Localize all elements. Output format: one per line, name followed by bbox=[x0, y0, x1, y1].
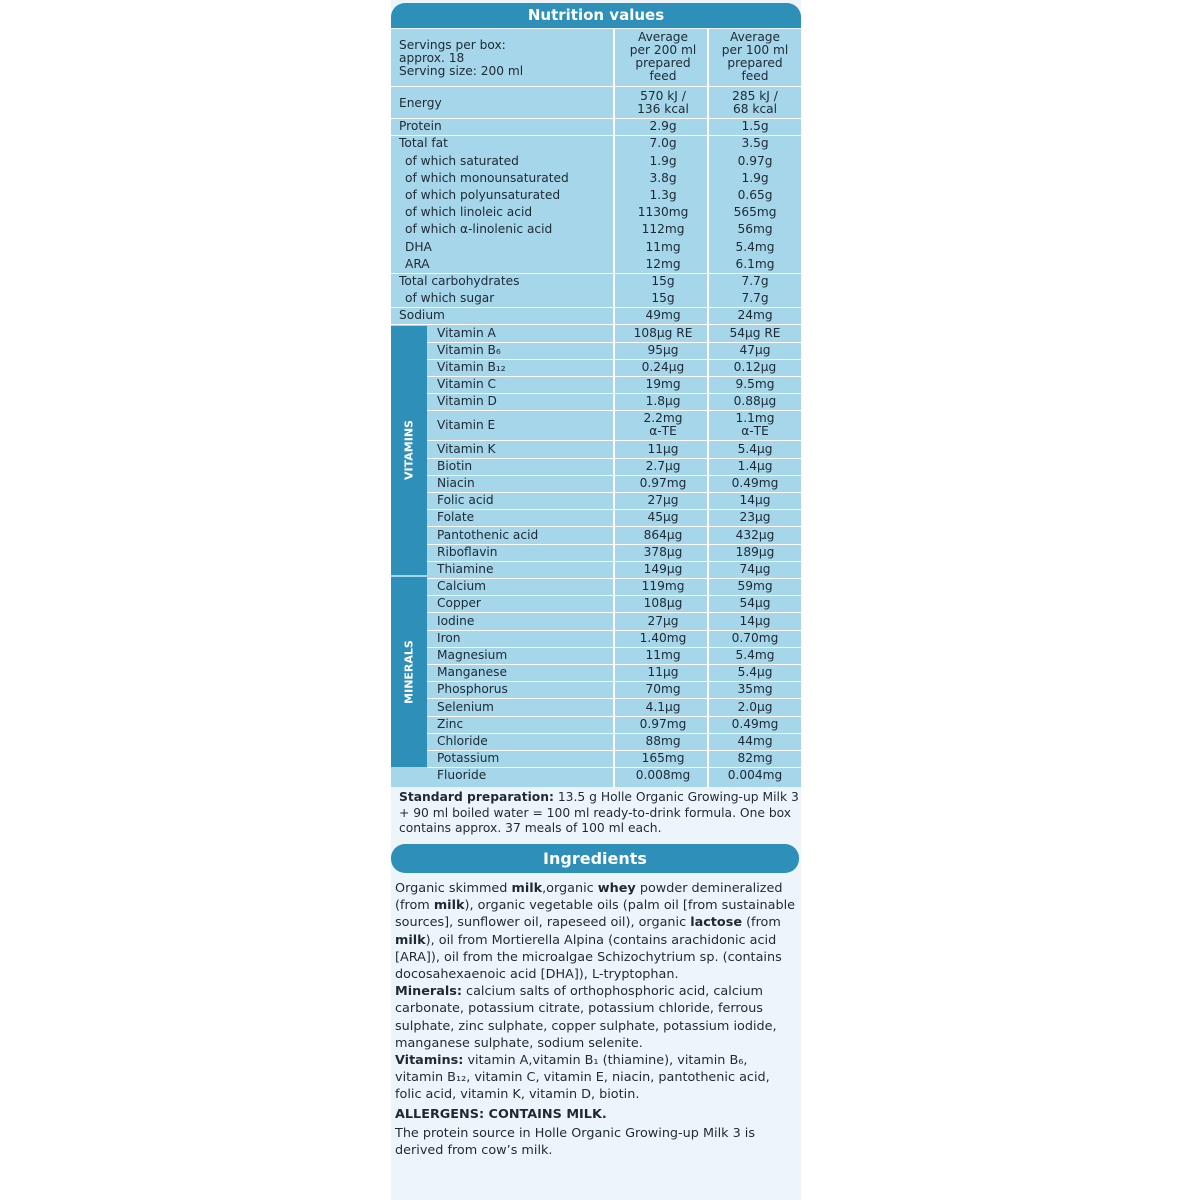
nutrient-label: Fluoride bbox=[437, 768, 487, 783]
nutrient-value-per-200ml bbox=[613, 511, 713, 524]
nutrient-value-per-200ml bbox=[613, 529, 713, 542]
ingredients-text bbox=[395, 880, 799, 1159]
value-line: α-TE bbox=[649, 424, 677, 439]
nutrient-label: Riboflavin bbox=[437, 544, 498, 559]
ingredient-text: ,organic bbox=[542, 881, 598, 896]
value-line: 5.4mg bbox=[735, 239, 775, 254]
nutrient-value-per-100ml bbox=[709, 769, 801, 782]
value-line: 82mg bbox=[737, 751, 773, 766]
value-line: 59mg bbox=[737, 579, 773, 594]
nutrient-value-per-200ml bbox=[613, 327, 713, 340]
ingredient-text: Organic skimmed bbox=[395, 881, 512, 896]
value-line: 19mg bbox=[645, 377, 681, 392]
nutrient-value-per-200ml bbox=[613, 241, 713, 254]
value-line: 864μg bbox=[643, 527, 683, 542]
nutrient-value-per-100ml bbox=[709, 309, 801, 322]
nutrient-value-per-100ml bbox=[709, 718, 801, 731]
value-line: 7.7g bbox=[741, 273, 769, 288]
nutrient-label: Phosphorus bbox=[437, 682, 508, 697]
col-header-line: per 200 ml bbox=[629, 43, 697, 57]
minerals-side-label: MINERALS bbox=[402, 640, 416, 704]
nutrition-header: Nutrition values bbox=[391, 3, 801, 28]
minerals-heading: Minerals: bbox=[395, 984, 462, 1000]
nutrient-label: of which polyunsaturated bbox=[405, 187, 561, 202]
value-line: 1.4μg bbox=[737, 458, 773, 473]
value-line: 11μg bbox=[647, 441, 679, 456]
nutrient-value-per-200ml bbox=[613, 649, 713, 662]
nutrient-label: Vitamin C bbox=[437, 377, 497, 392]
ingredient-highlight: milk bbox=[433, 898, 465, 914]
nutrient-value-per-200ml bbox=[613, 90, 713, 116]
nutrient-value-per-100ml bbox=[709, 223, 801, 236]
nutrient-label: Protein bbox=[399, 119, 442, 134]
row-divider bbox=[391, 135, 801, 136]
value-line: 285 kJ / bbox=[732, 89, 778, 103]
value-line: 70mg bbox=[645, 682, 681, 697]
nutrient-value-per-200ml bbox=[613, 223, 713, 236]
value-line: 6.1mg bbox=[735, 256, 775, 271]
nutrient-label: Thiamine bbox=[437, 561, 494, 576]
value-line: 432μg bbox=[735, 527, 775, 542]
nutrient-value-per-200ml bbox=[613, 172, 713, 185]
value-line: 0.65g bbox=[737, 187, 773, 202]
nutrient-label: Calcium bbox=[437, 579, 487, 594]
nutrient-value-per-100ml bbox=[709, 529, 801, 542]
nutrient-label: of which monounsaturated bbox=[405, 170, 569, 185]
value-line: 56mg bbox=[737, 222, 773, 237]
nutrient-label: Energy bbox=[399, 95, 442, 110]
ingredient-highlight: milk bbox=[511, 881, 543, 896]
nutrient-value-per-200ml bbox=[613, 546, 713, 559]
value-line: 0.24μg bbox=[641, 359, 685, 374]
nutrient-value-per-100ml bbox=[709, 395, 801, 408]
value-line: 1.9g bbox=[649, 153, 677, 168]
value-line: 1130mg bbox=[637, 205, 689, 220]
product-label bbox=[391, 0, 801, 1200]
nutrient-label: Vitamin K bbox=[437, 441, 496, 456]
allergens-text: ALLERGENS: CONTAINS MILK. bbox=[395, 1106, 607, 1122]
value-line: 9.5mg bbox=[735, 377, 775, 392]
nutrient-value-per-200ml bbox=[613, 275, 713, 288]
col-header-line: Average bbox=[729, 30, 781, 44]
nutrient-label: Folic acid bbox=[437, 493, 494, 508]
nutrient-value-per-100ml bbox=[709, 511, 801, 524]
nutrient-value-per-100ml bbox=[709, 752, 801, 765]
nutrient-label: Selenium bbox=[437, 699, 494, 714]
value-line: 27μg bbox=[647, 493, 679, 508]
nutrient-value-per-100ml bbox=[709, 443, 801, 456]
value-line: 136 kcal bbox=[637, 102, 689, 116]
nutrient-label: of which sugar bbox=[405, 291, 495, 306]
value-line: 47μg bbox=[739, 342, 771, 357]
value-line: 112mg bbox=[641, 222, 685, 237]
nutrient-value-per-100ml bbox=[709, 632, 801, 645]
vitamins-list: vitamin A,vitamin B₁ (thiamine), vitamin B₆, vitamin B₁₂, vitamin C, vitamin E, niacin, pantothenic acid, folic acid, vitamin K, vitamin D, biotin. bbox=[395, 1053, 770, 1103]
ingredient-text: ), organic vegetable oils (palm oil [from sustainable sources], sunflower oil, rapeseed oil), organic bbox=[395, 898, 796, 931]
serving-size: Serving size: 200 ml bbox=[399, 64, 524, 78]
nutrient-value-per-200ml bbox=[613, 752, 713, 765]
value-line: 11mg bbox=[645, 239, 681, 254]
value-line: α-TE bbox=[741, 424, 769, 439]
value-line: 2.7μg bbox=[645, 458, 681, 473]
nutrient-label: Copper bbox=[437, 596, 481, 611]
nutrient-value-per-200ml bbox=[613, 378, 713, 391]
nutrient-value-per-100ml bbox=[709, 615, 801, 628]
value-line: 3.5g bbox=[741, 136, 769, 151]
nutrient-value-per-200ml bbox=[613, 769, 713, 782]
nutrient-value-per-100ml bbox=[709, 494, 801, 507]
col-header-line: per 100 ml bbox=[721, 43, 789, 57]
nutrient-label: Vitamin B₁₂ bbox=[437, 359, 506, 374]
nutrient-value-per-100ml bbox=[709, 344, 801, 357]
value-line: 15g bbox=[651, 291, 675, 306]
value-line: 95μg bbox=[647, 342, 679, 357]
nutrient-value-per-100ml bbox=[709, 701, 801, 714]
nutrient-value-per-200ml bbox=[613, 137, 713, 150]
nutrient-label: DHA bbox=[405, 239, 432, 254]
nutrient-value-per-100ml bbox=[709, 378, 801, 391]
value-line: 0.004mg bbox=[727, 768, 783, 783]
nutrient-value-per-200ml bbox=[613, 292, 713, 305]
nutrient-value-per-200ml bbox=[613, 155, 713, 168]
ingredient-text: (from bbox=[742, 915, 781, 931]
nutrient-label: Manganese bbox=[437, 665, 507, 680]
nutrient-label: ARA bbox=[405, 256, 430, 271]
ingredients-header: Ingredients bbox=[391, 844, 799, 873]
nutrient-value-per-100ml bbox=[709, 460, 801, 473]
row-divider bbox=[391, 86, 801, 87]
vitamins-heading: Vitamins: bbox=[395, 1053, 464, 1069]
nutrient-value-per-200ml bbox=[613, 597, 713, 610]
nutrient-value-per-100ml bbox=[709, 137, 801, 150]
row-divider bbox=[391, 118, 801, 119]
nutrition-table bbox=[391, 29, 801, 787]
nutrient-value-per-200ml bbox=[613, 460, 713, 473]
value-line: 5.4mg bbox=[735, 647, 775, 662]
value-line: 1.1mg bbox=[735, 411, 775, 426]
value-line: 2.0μg bbox=[737, 699, 773, 714]
nutrient-value-per-100ml bbox=[709, 649, 801, 662]
nutrient-label: of which saturated bbox=[405, 153, 519, 168]
value-line: 0.97mg bbox=[639, 475, 687, 490]
nutrient-value-per-200ml bbox=[613, 395, 713, 408]
column-header-per-200ml bbox=[613, 31, 713, 83]
nutrient-value-per-200ml bbox=[613, 206, 713, 219]
value-line: 0.70mg bbox=[731, 630, 779, 645]
nutrient-label: Magnesium bbox=[437, 647, 508, 662]
nutrient-value-per-200ml bbox=[613, 615, 713, 628]
value-line: 27μg bbox=[647, 613, 679, 628]
value-line: 1.9g bbox=[741, 170, 769, 185]
nutrient-label: Zinc bbox=[437, 716, 464, 731]
nutrient-value-per-100ml bbox=[709, 327, 801, 340]
value-line: 2.9g bbox=[649, 119, 677, 134]
value-line: 378μg bbox=[643, 544, 683, 559]
nutrient-label: Vitamin A bbox=[437, 325, 496, 340]
servings-per-box: Servings per box: bbox=[399, 38, 506, 52]
value-line: 14μg bbox=[739, 613, 771, 628]
nutrient-value-per-200ml bbox=[613, 701, 713, 714]
value-line: 1.3g bbox=[649, 187, 677, 202]
value-line: 74μg bbox=[739, 561, 771, 576]
value-line: 54μg RE bbox=[729, 325, 781, 340]
nutrient-label: of which α-linolenic acid bbox=[405, 222, 553, 237]
col-header-line: feed bbox=[649, 69, 677, 83]
value-line: 4.1μg bbox=[645, 699, 681, 714]
nutrient-value-per-200ml bbox=[613, 477, 713, 490]
value-line: 0.49mg bbox=[731, 475, 779, 490]
nutrient-value-per-100ml bbox=[709, 412, 801, 438]
nutrient-value-per-100ml bbox=[709, 120, 801, 133]
value-line: 1.8μg bbox=[645, 394, 681, 409]
nutrient-label: Iron bbox=[437, 630, 461, 645]
nutrient-value-per-100ml bbox=[709, 735, 801, 748]
value-line: 570 kJ / bbox=[640, 89, 686, 103]
nutrient-value-per-200ml bbox=[613, 683, 713, 696]
value-line: 1.40mg bbox=[639, 630, 687, 645]
ingredients-main bbox=[395, 880, 799, 983]
nutrient-label: Vitamin B₆ bbox=[437, 342, 501, 357]
nutrient-value-per-100ml bbox=[709, 580, 801, 593]
standard-preparation-heading: Standard preparation: bbox=[399, 790, 554, 804]
nutrient-value-per-100ml bbox=[709, 258, 801, 271]
ingredients-vitamins bbox=[395, 1052, 799, 1104]
nutrient-value-per-100ml bbox=[709, 361, 801, 374]
value-line: 24mg bbox=[737, 308, 773, 323]
nutrient-value-per-100ml bbox=[709, 292, 801, 305]
value-line: 119mg bbox=[641, 579, 685, 594]
vitamins-side-bar bbox=[391, 326, 427, 575]
value-line: 0.49mg bbox=[731, 716, 779, 731]
nutrient-value-per-100ml bbox=[709, 189, 801, 202]
value-line: 12mg bbox=[645, 256, 681, 271]
nutrient-value-per-100ml bbox=[709, 477, 801, 490]
nutrient-label: Chloride bbox=[437, 733, 488, 748]
nutrient-value-per-200ml bbox=[613, 563, 713, 576]
value-line: 0.12μg bbox=[733, 359, 777, 374]
value-line: 0.008mg bbox=[635, 768, 691, 783]
nutrient-label: Potassium bbox=[437, 751, 500, 766]
minerals-list: calcium salts of orthophosphoric acid, calcium carbonate, potassium citrate, potassium chloride, ferrous sulphate, zinc sulphate, copper sulphate, potassium iodide, manganese sulphate, sodium selenite. bbox=[395, 984, 777, 1051]
nutrient-value-per-200ml bbox=[613, 361, 713, 374]
col-header-line: Average bbox=[637, 30, 689, 44]
nutrient-value-per-100ml bbox=[709, 241, 801, 254]
servings-approx: approx. 18 bbox=[399, 51, 465, 65]
nutrient-value-per-200ml bbox=[613, 344, 713, 357]
nutrient-value-per-100ml bbox=[709, 90, 801, 116]
value-line: 108μg bbox=[643, 596, 683, 611]
value-line: 68 kcal bbox=[733, 102, 777, 116]
col-header-line: feed bbox=[741, 69, 769, 83]
nutrient-label: Folate bbox=[437, 510, 475, 525]
nutrient-label: Total carbohydrates bbox=[399, 273, 520, 288]
value-line: 1.5g bbox=[741, 119, 769, 134]
standard-preparation bbox=[399, 790, 799, 837]
nutrient-label: Sodium bbox=[399, 308, 445, 323]
nutrient-value-per-100ml bbox=[709, 597, 801, 610]
nutrient-value-per-200ml bbox=[613, 580, 713, 593]
ingredient-highlight: whey bbox=[597, 881, 636, 896]
value-line: 5.4μg bbox=[737, 441, 773, 456]
value-line: 2.2mg bbox=[643, 411, 683, 426]
value-line: 108μg RE bbox=[633, 325, 693, 340]
column-header-per-100ml bbox=[709, 31, 801, 83]
ingredient-text: powder demineralized (from bbox=[395, 881, 783, 914]
nutrient-value-per-200ml bbox=[613, 443, 713, 456]
value-line: 0.88μg bbox=[733, 394, 777, 409]
value-line: 165mg bbox=[641, 751, 685, 766]
ingredient-highlight: milk bbox=[395, 932, 426, 948]
nutrient-label: Total fat bbox=[399, 136, 448, 151]
nutrient-label: Biotin bbox=[437, 458, 473, 473]
value-line: 11μg bbox=[647, 665, 679, 680]
nutrient-value-per-100ml bbox=[709, 275, 801, 288]
ingredient-highlight: lactose bbox=[690, 915, 742, 931]
value-line: 7.7g bbox=[741, 291, 769, 306]
ingredient-text: ), oil from Mortierella Alpina (contains arachidonic acid [ARA]), oil from the microalgae Schizochytrium sp. (contains docosahexaenoic acid [DHA]), L-tryptophan. bbox=[395, 932, 782, 983]
value-line: 3.8g bbox=[649, 170, 677, 185]
nutrient-label: Pantothenic acid bbox=[437, 527, 539, 542]
value-line: 49mg bbox=[645, 308, 681, 323]
nutrient-label: of which linoleic acid bbox=[405, 205, 533, 220]
col-header-line: prepared bbox=[635, 56, 691, 70]
minerals-side-bar bbox=[391, 577, 427, 767]
nutrient-value-per-200ml bbox=[613, 666, 713, 679]
nutrient-value-per-100ml bbox=[709, 172, 801, 185]
nutrient-label: Vitamin E bbox=[437, 417, 496, 432]
nutrient-value-per-100ml bbox=[709, 563, 801, 576]
nutrient-value-per-200ml bbox=[613, 412, 713, 438]
nutrient-value-per-200ml bbox=[613, 258, 713, 271]
nutrient-label: Vitamin D bbox=[437, 394, 497, 409]
ingredients-minerals bbox=[395, 983, 799, 1052]
nutrient-value-per-100ml bbox=[709, 666, 801, 679]
col-header-line: prepared bbox=[727, 56, 783, 70]
allergens bbox=[395, 1106, 799, 1123]
value-line: 88mg bbox=[645, 733, 681, 748]
value-line: 0.97g bbox=[737, 153, 773, 168]
nutrient-value-per-200ml bbox=[613, 494, 713, 507]
value-line: 0.97mg bbox=[639, 716, 687, 731]
value-line: 15g bbox=[651, 273, 675, 288]
value-line: 54μg bbox=[739, 596, 771, 611]
nutrient-value-per-100ml bbox=[709, 683, 801, 696]
nutrient-value-per-100ml bbox=[709, 155, 801, 168]
nutrient-value-per-200ml bbox=[613, 632, 713, 645]
nutrient-value-per-100ml bbox=[709, 206, 801, 219]
nutrient-value-per-200ml bbox=[613, 189, 713, 202]
value-line: 11mg bbox=[645, 647, 681, 662]
value-line: 44mg bbox=[737, 733, 773, 748]
value-line: 14μg bbox=[739, 493, 771, 508]
nutrient-value-per-200ml bbox=[613, 309, 713, 322]
vitamins-side-label: VITAMINS bbox=[402, 420, 416, 480]
protein-source: The protein source in Holle Organic Growing-up Milk 3 is derived from cow’s milk. bbox=[395, 1125, 756, 1159]
value-line: 189μg bbox=[735, 544, 775, 559]
value-line: 35mg bbox=[737, 682, 773, 697]
nutrient-value-per-100ml bbox=[709, 546, 801, 559]
nutrient-label: Iodine bbox=[437, 613, 475, 628]
value-line: 23μg bbox=[739, 510, 771, 525]
value-line: 45μg bbox=[647, 510, 679, 525]
nutrient-value-per-200ml bbox=[613, 735, 713, 748]
value-line: 5.4μg bbox=[737, 665, 773, 680]
value-line: 7.0g bbox=[649, 136, 677, 151]
nutrient-value-per-200ml bbox=[613, 120, 713, 133]
standard-preparation-text: 13.5 g Holle Organic Growing-up Milk 3 + 90 ml boiled water = 100 ml ready-to-drink formula. One box contains approx. 37 meals of 100 ml each. bbox=[399, 790, 799, 835]
value-line: 565mg bbox=[733, 205, 777, 220]
value-line: 149μg bbox=[643, 561, 683, 576]
nutrient-label: Niacin bbox=[437, 475, 475, 490]
nutrient-value-per-200ml bbox=[613, 718, 713, 731]
